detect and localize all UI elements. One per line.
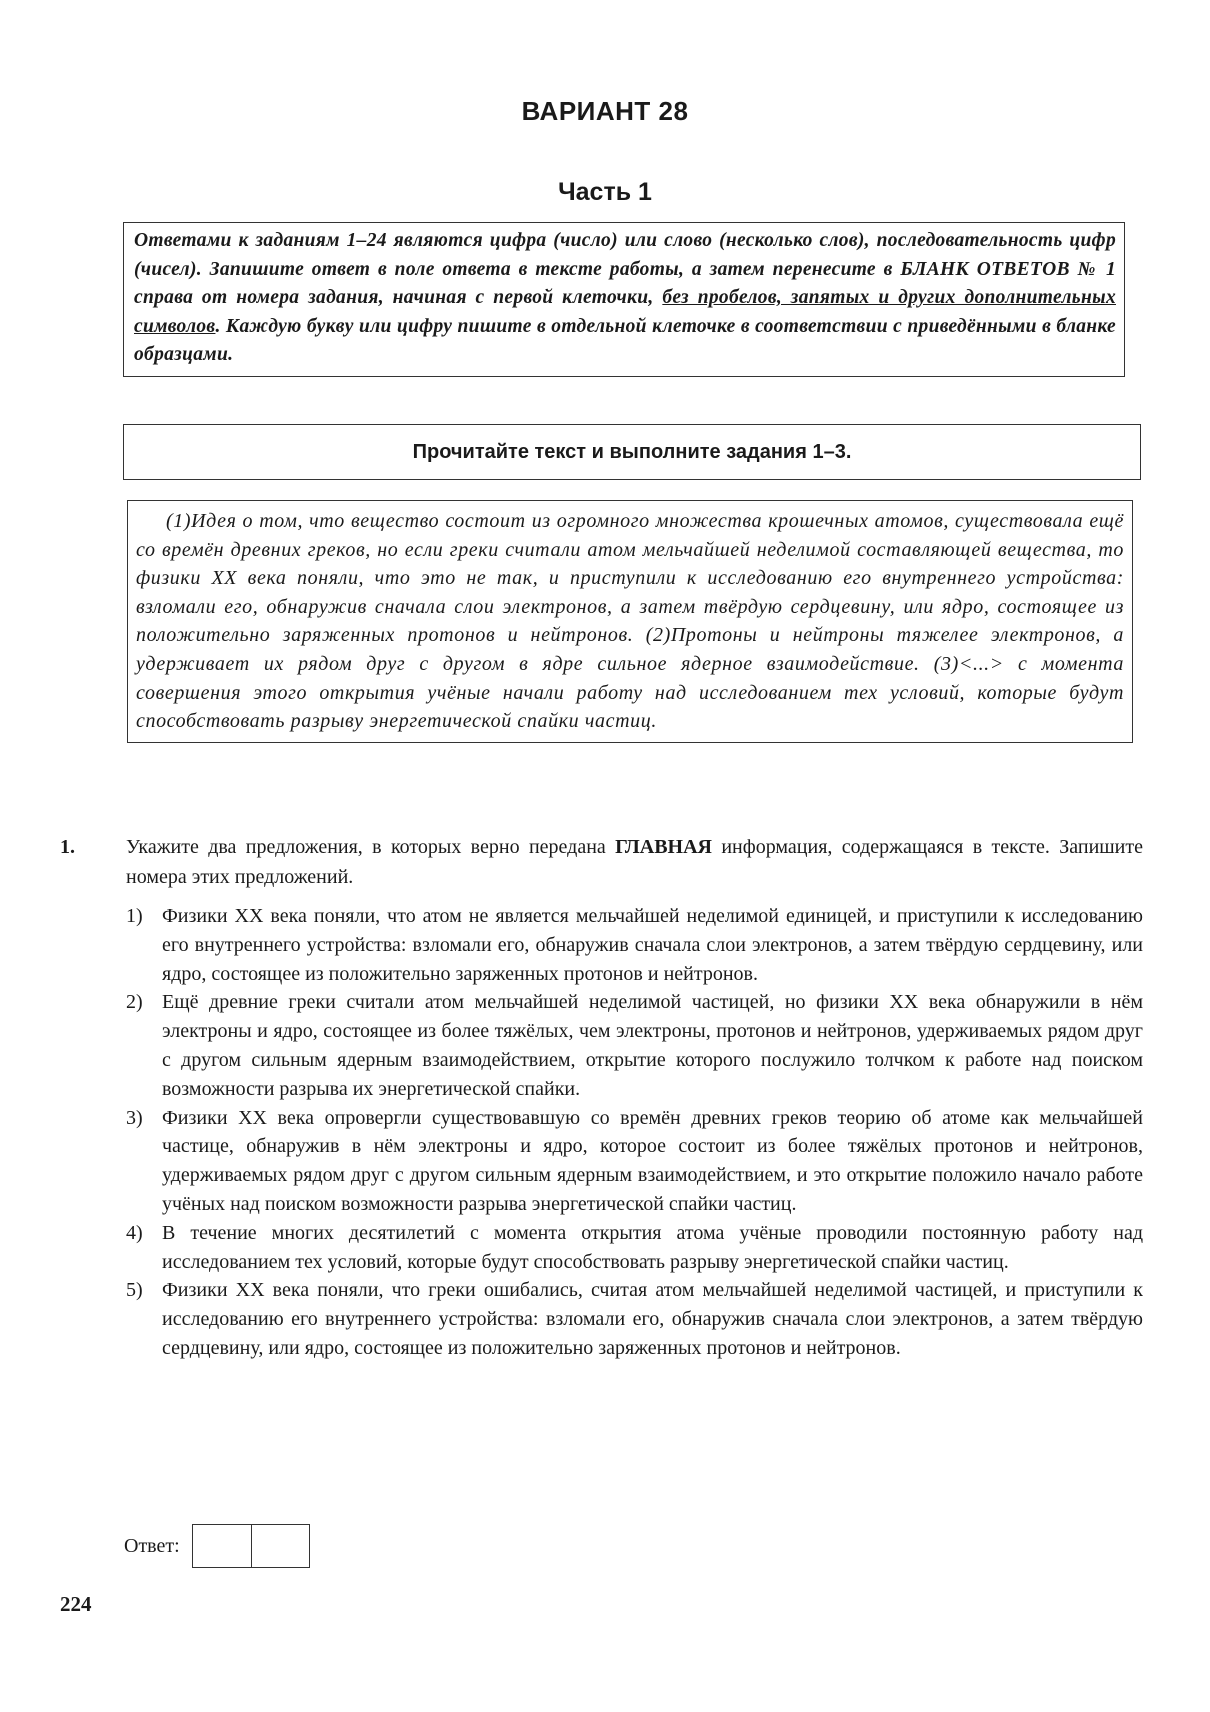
option-2 xyxy=(126,988,1143,1103)
answer-cell-2[interactable] xyxy=(251,1525,309,1567)
option-5 xyxy=(126,1276,1143,1362)
task-prompt-end: информация, содержащаяся в тексте. Запишите номера этих предложений. xyxy=(126,836,1143,888)
option-text: Физики XX века опровергли существовавшую со времён древних греков теорию об атоме как мельчайшей частице, обнаружив в нём электроны и ядро, которое состоит из более тяжёлых протонов и нейтронов, удерживаемых рядом друг с другом сильным ядерным взаимодействием, и это открытие положило начало работе учёных над поиском возможности разрыва энергетической спайки частиц. xyxy=(162,1106,1143,1215)
answer-label: Ответ: xyxy=(124,1534,180,1557)
option-text: В течение многих десятилетий с момента открытия атома учёные проводили постоянную работу над исследованием тех условий, которые будут способствовать разрыву энергетической спайки частиц. xyxy=(162,1221,1143,1273)
option-text: Физики XX века поняли, что греки ошибались, считая атом мельчайшей неделимой частицей, и приступили к исследованию его внутреннего устройства: взломали его, обнаружив сначала слои электронов, а затем твёрдую сердцевину, или ядро, состоящее из положительно заряженных протонов и нейтронов. xyxy=(162,1279,1143,1359)
option-number: 3) xyxy=(126,1106,143,1129)
option-number: 2) xyxy=(126,991,143,1014)
instructions-text: Ответами к заданиям 1–24 являются цифра (число) или слово (несколько слов), последовательность цифр (чисел). Запишите ответ в поле ответа в тексте работы, а затем перенесите в БЛАНК ОТВЕТОВ № 1 справа от номера задания, начиная с первой клеточки, xyxy=(134,230,1116,309)
answer-cell-1[interactable] xyxy=(193,1525,251,1567)
source-text-body: (1)Идея о том, что вещество состоит из огромного множества крошечных атомов, существовала ещё со времён древних греков, но если греки считали атом мельчайшей неделимой составляющей вещества, то физики XX века поняли, что это не так, и приступили к исследованию его внутреннего устройства: взломали его, обнаружив сначала слои электронов, а затем твёрдую сердцевину, или ядро, состоящее из положительно заряженных протонов и нейтронов. (2)Протоны и нейтроны тяжелее электронов, а удерживает их рядом друг с другом в ядре сильное ядерное взаимодействие. (3)<...> с момента совершения этого открытия учёные начали работу над исследованием тех условий, которые будут способствовать разрыву энергетической спайки частиц. xyxy=(136,510,1124,733)
option-number: 1) xyxy=(126,905,143,927)
option-number: 5) xyxy=(126,1279,143,1302)
task-prompt-start: Укажите два предложения, в которых верно передана xyxy=(126,836,616,858)
option-number: 4) xyxy=(126,1221,143,1244)
options-list xyxy=(126,902,1143,1363)
task-number: 1. xyxy=(60,836,75,858)
option-text: Физики XX века поняли, что атом не является мельчайшей неделимой единицей, и приступили к исследованию его внутреннего устройства: взломали его, обнаружив сначала слои электронов, а затем твёрдую сердцевину, или ядро, состоящее из положительно заряженных протонов и нейтронов. xyxy=(162,905,1143,985)
task-prompt-bold: ГЛАВНАЯ xyxy=(615,836,712,858)
page-number: 224 xyxy=(60,1592,92,1616)
task-prompt xyxy=(126,832,1143,892)
option-1 xyxy=(126,902,1143,988)
answer-row xyxy=(124,1524,310,1568)
part-title: Часть 1 xyxy=(558,178,652,206)
variant-title: ВАРИАНТ 28 xyxy=(521,96,689,126)
reading-header-text: Прочитайте текст и выполните задания 1–3. xyxy=(412,440,852,463)
option-3 xyxy=(126,1104,1143,1219)
option-4 xyxy=(126,1219,1143,1277)
option-text: Ещё древние греки считали атом мельчайшей неделимой частицей, но физики XX века обнаружили в нём электроны и ядро, состоящее из более тяжёлых, чем электроны, протонов и нейтронов, удерживаемых рядом друг с другом сильным ядерным взаимодействием, открытие которого послужило толчком к работе над поиском возможности разрыва их энергетической спайки. xyxy=(162,991,1143,1100)
answer-boxes xyxy=(192,1524,310,1568)
reading-header xyxy=(123,424,1141,480)
instructions-text-end: . Каждую букву или цифру пишите в отдельной клеточке в соответствии с приведёнными в бланке образцами. xyxy=(134,315,1116,366)
instructions-box xyxy=(123,222,1125,377)
source-text xyxy=(127,500,1133,743)
instructions-underlined: без пробелов, запятых и других дополнительных символов xyxy=(134,287,1116,337)
